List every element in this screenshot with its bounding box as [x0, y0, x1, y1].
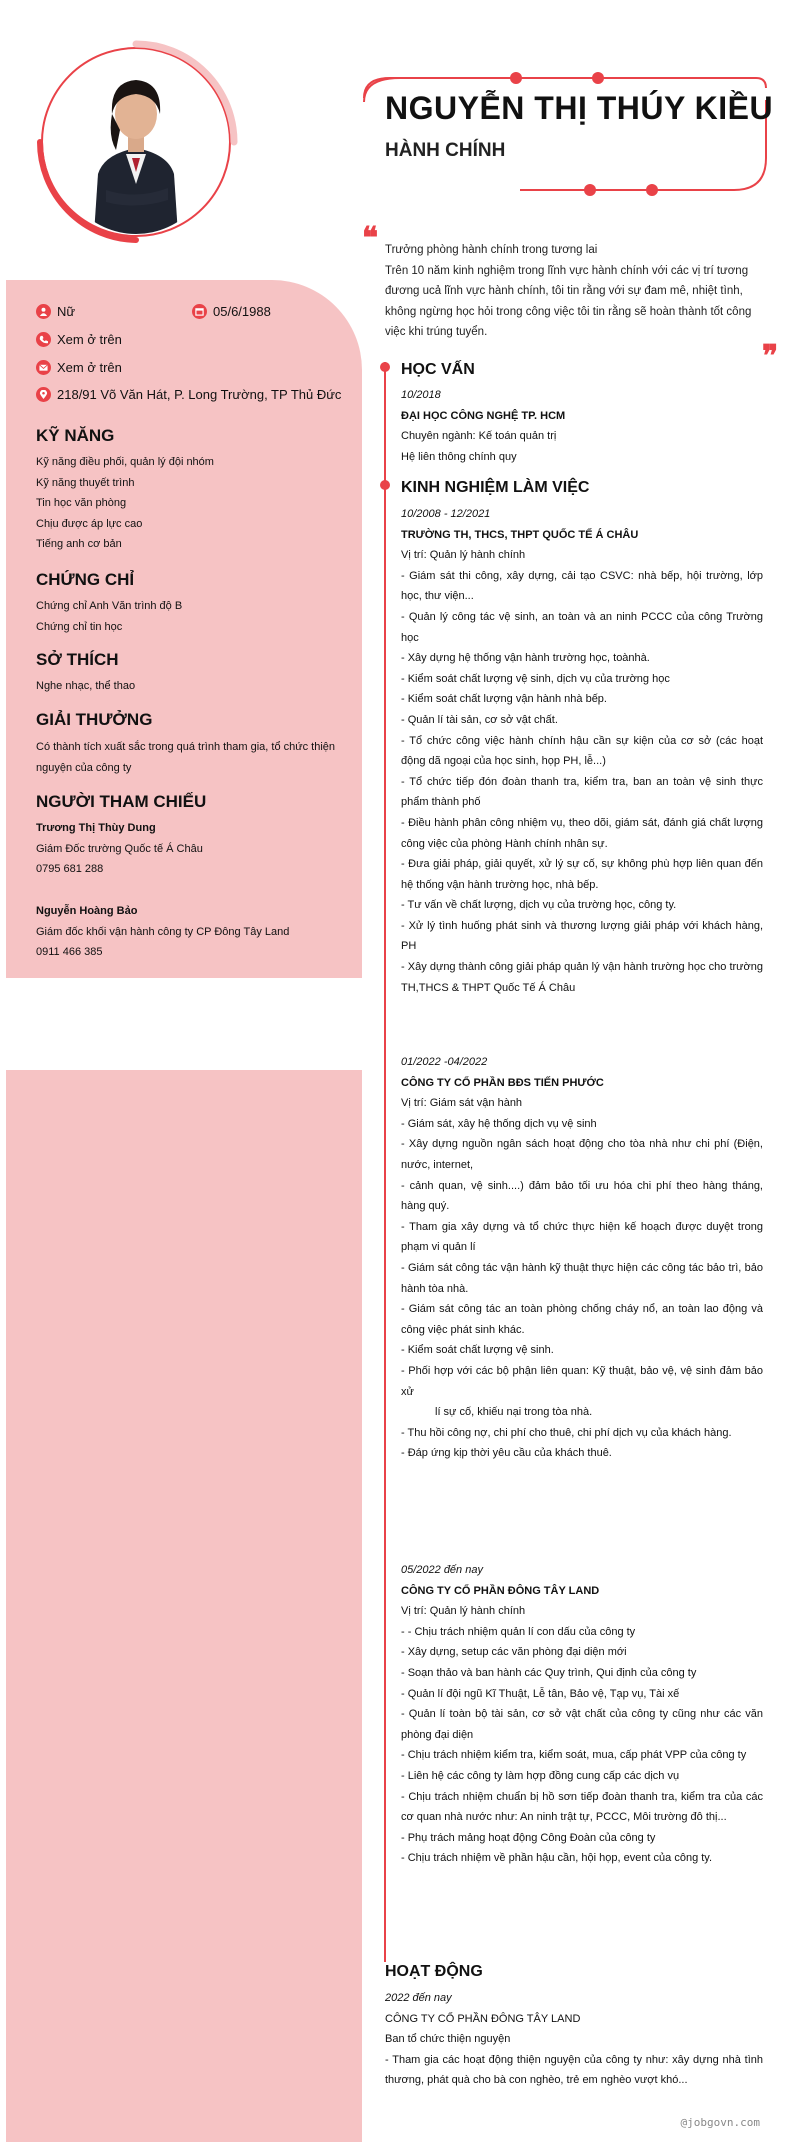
email-icon: [36, 360, 51, 375]
skill-item: Chịu được áp lực cao: [36, 517, 143, 530]
job-position: Vị trí: Quản lý hành chính: [401, 549, 526, 562]
job-position: Vị trí: Quản lý hành chính: [401, 1605, 526, 1618]
address-value: 218/91 Võ Văn Hát, P. Long Trường, TP Thủ Đức: [57, 387, 342, 402]
reference-name: Nguyễn Hoàng Bảo: [36, 905, 138, 917]
job-bullet: - Giám sát công tác an toàn phòng chống cháy nổ, an toàn lao động và công việc phát sinh khác.: [401, 1303, 763, 1336]
job-bullet: - Chịu trách nhiệm kiểm tra, kiểm soát, mua, cấp phát VPP của công ty: [401, 1749, 747, 1762]
avatar-frame: [30, 36, 242, 248]
job-bullet: - Kiểm soát chất lượng vận hành nhà bếp.: [401, 693, 607, 706]
footer-watermark: @jobgovn.com: [680, 2116, 760, 2129]
certificate-item: Chứng chỉ Anh Văn trình độ B: [36, 600, 183, 612]
job-bullet: - Xây dựng, setup các văn phòng đại diện mới: [401, 1646, 627, 1659]
activity-role: Ban tổ chức thiện nguyện: [385, 2033, 511, 2046]
contact-gender: [36, 304, 75, 319]
education-line: Chuyên ngành: Kế toán quản trị: [401, 430, 557, 443]
job-position: Vị trí: Giám sát vận hành: [401, 1097, 523, 1110]
job-bullet: - Thu hồi công nợ, chi phí cho thuê, chi phí dịch vụ của khách hàng.: [401, 1426, 732, 1439]
job-bullet: - Quản lí tài sản, cơ sở vật chất.: [401, 713, 558, 726]
job-bullet: - Soạn thảo và ban hành các Quy trình, Qui định của công ty: [401, 1666, 697, 1679]
job-bullet: - Kiểm soát chất lượng vệ sinh, dịch vụ của trường học: [401, 672, 670, 685]
job-company: TRƯỜNG TH, THCS, THPT QUỐC TẾ Á CHÂU: [401, 528, 639, 541]
education-heading: HỌC VẤN: [401, 361, 475, 378]
skills-heading: KỸ NĂNG: [36, 426, 115, 445]
education-line: Hệ liên thông chính quy: [401, 450, 517, 463]
reference-position: Giám đốc khối vận hành công ty CP Đông Tây Land: [36, 925, 290, 938]
reference-phone: 0795 681 288: [36, 863, 104, 875]
job-bullet: - cảnh quan, vệ sinh....) đảm bảo tối ưu hóa chi phí theo hàng tháng, hàng quý.: [401, 1179, 763, 1213]
job-bullet: - Xây dựng thành công giải pháp quản lý vận hành trường học cho trường TH,THCS & THPT Quốc Tế Á Châu: [401, 961, 763, 994]
hobbies-text: Nghe nhạc, thể thao: [36, 680, 136, 692]
awards-heading: GIẢI THƯỞNG: [36, 710, 153, 729]
summary-line: Trưởng phòng hành chính trong tương lai: [385, 244, 598, 256]
activity-text: - Tham gia các hoạt động thiện nguyện của công ty như: xây dựng nhà tình thương, phát quà cho bà con nghèo, trẻ em nghèo vượt khó...: [385, 2053, 763, 2087]
job-bullet: - Kiểm soát chất lượng vệ sinh.: [401, 1344, 554, 1357]
job-bullet: - Liên hệ các công ty làm hợp đồng cung cấp các dịch vụ: [401, 1769, 680, 1782]
awards-text: Có thành tích xuất sắc trong quá trình tham gia, tổ chức thiện nguyện của công ty: [36, 741, 336, 774]
timeline-line: [384, 362, 386, 1962]
activity-date: 2022 đến nay: [385, 1992, 452, 2004]
skill-item: Tin học văn phòng: [36, 497, 127, 509]
reference-position: Giám Đốc trường Quốc tế Á Châu: [36, 842, 203, 855]
job-bullet: - Tham gia xây dựng và tổ chức thực hiện kế hoạch được duyệt trong phạm vi quản lí: [401, 1220, 763, 1254]
job-date: 05/2022 đến nay: [401, 1564, 483, 1576]
avatar: [52, 50, 220, 234]
quote-close-icon: ❞: [762, 339, 779, 374]
timeline-dot: [380, 480, 390, 490]
reference-1: [36, 818, 203, 880]
job-bullet: lí sự cố, khiếu nại trong tòa nhà.: [435, 1406, 593, 1419]
job-bullet: - Quản lí đội ngũ Kĩ Thuật, Lễ tân, Bảo vệ, Tạp vụ, Tài xế: [401, 1687, 680, 1700]
job-bullet: - Tổ chức tiếp đón đoàn thanh tra, kiểm tra, ban an toàn vệ sinh thực phẩm thành phố: [401, 775, 763, 809]
job-entry: [401, 1560, 763, 1869]
education-entry: [401, 385, 763, 467]
certificates-list: [36, 596, 182, 637]
job-entry: [401, 1052, 763, 1464]
job-bullet: - Đưa giải pháp, giải quyết, xử lý sự cố, sự không phù hợp liên quan đến hệ thống vận hành trường học, nhà bếp.: [401, 858, 763, 891]
skill-item: Kỹ năng thuyết trình: [36, 476, 135, 489]
gender-value: Nữ: [57, 304, 76, 319]
job-bullet: - Quản lí toàn bộ tài sản, cơ sở vật chất của công ty cũng như các văn phòng đại diện: [401, 1708, 763, 1741]
job-bullet: - Giám sát, xây hệ thống dịch vụ vệ sinh: [401, 1117, 597, 1130]
skill-item: Kỹ năng điều phối, quản lý đội nhóm: [36, 456, 214, 468]
calendar-icon: [192, 304, 207, 319]
career-summary: [385, 240, 763, 343]
reference-2: [36, 901, 289, 963]
references-heading: NGƯỜI THAM CHIẾU: [36, 792, 207, 811]
hobbies-heading: SỞ THÍCH: [36, 650, 119, 669]
job-bullet: - Xây dựng nguồn ngân sách hoạt động cho tòa nhà như chi phí (Điện, nước, internet,: [401, 1138, 763, 1171]
job-bullet: - Quản lý công tác vệ sinh, an toàn và an ninh PCCC của công Trường học: [401, 610, 763, 644]
sidebar-panel-bottom: [6, 1070, 362, 2142]
job-date: 01/2022 -04/2022: [401, 1056, 488, 1068]
phone-value: Xem ở trên: [57, 332, 122, 347]
job-bullet: - Giám sát thi công, xây dựng, cải tạo CSVC: nhà bếp, hội trường, lớp học, thư viện...: [401, 569, 763, 603]
activities-heading: HOẠT ĐỘNG: [385, 1963, 483, 1980]
job-bullet: - Tổ chức công việc hành chính hậu cần sự kiện của cơ sở (các hoạt động dã ngoại của học sinh, họp PH, lễ...): [401, 734, 763, 768]
job-bullet: - Đáp ứng kịp thời yêu cầu của khách thuê.: [401, 1447, 612, 1460]
job-bullet: - Xây dựng hệ thống vận hành trường học, toànhà.: [401, 652, 650, 665]
job-company: CÔNG TY CỔ PHẦN BĐS TIẾN PHƯỚC: [401, 1076, 604, 1089]
skill-item: Tiếng anh cơ bản: [36, 538, 122, 550]
timeline-dot: [380, 362, 390, 372]
job-entry: [401, 504, 763, 998]
job-bullet: - Giám sát công tác vận hành kỹ thuật thực hiện các công tác bảo trì, bảo hành tòa nhà.: [401, 1261, 763, 1295]
job-bullet: - - Chịu trách nhiệm quản lí con dấu của công ty: [401, 1625, 636, 1638]
quote-open-icon: ❝: [362, 221, 379, 256]
job-bullet: - Xử lý tình huống phát sinh và thương lượng giải pháp với khách hàng, PH: [401, 919, 763, 953]
email-value: Xem ở trên: [57, 360, 122, 375]
contact-address: [36, 387, 341, 402]
job-bullet: - Chịu trách nhiệm về phần hậu cần, hội họp, event của công ty.: [401, 1852, 713, 1865]
contact-birthday: [192, 304, 271, 319]
education-date: 10/2018: [401, 389, 441, 401]
gender-icon: [36, 304, 51, 319]
candidate-title: HÀNH CHÍNH: [385, 140, 506, 161]
activity-org: CÔNG TY CỔ PHẦN ĐÔNG TÂY LAND: [385, 2012, 581, 2025]
activity-entry: [385, 1988, 763, 2091]
summary-line: Trên 10 năm kinh nghiệm trong lĩnh vực hành chính với các vị trí tương đương ucả lĩnh vực hành chính, tôi tin rằng với sự đam mê, nhiệt tình, không ngừng học hỏi trong công việc tôi tin rằng sẽ hoàn thành tốt công việc khi trúng tuyển.: [385, 264, 752, 338]
reference-name: Trương Thị Thùy Dung: [36, 822, 156, 834]
job-bullet: - Phụ trách mảng hoạt động Công Đoàn của công ty: [401, 1831, 656, 1844]
job-company: CÔNG TY CỔ PHẦN ĐÔNG TÂY LAND: [401, 1584, 600, 1597]
contact-email: [36, 360, 122, 375]
job-bullet: - Tư vấn về chất lượng, dịch vụ của trường học, công ty.: [401, 899, 677, 912]
location-icon: [36, 387, 51, 402]
contact-phone: [36, 332, 122, 347]
candidate-name: NGUYỄN THỊ THÚY KIỀU: [385, 90, 774, 126]
certificates-heading: CHỨNG CHỈ: [36, 570, 135, 589]
birthday-value: 05/6/1988: [213, 304, 271, 319]
job-bullet: - Điều hành phân công nhiệm vụ, theo dõi, giám sát, đánh giá chất lượng công việc của phòng Hành chính nhân sự.: [401, 816, 763, 850]
skills-list: [36, 452, 214, 555]
phone-icon: [36, 332, 51, 347]
experience-heading: KINH NGHIỆM LÀM VIỆC: [401, 479, 590, 496]
education-school: ĐẠI HỌC CÔNG NGHỆ TP. HCM: [401, 409, 566, 422]
job-bullet: - Phối hợp với các bộ phận liên quan: Kỹ thuật, bảo vệ, vệ sinh đảm bảo xử: [401, 1364, 763, 1398]
job-bullet: - Chịu trách nhiệm chuẩn bị hồ sơn tiếp đoàn thanh tra, kiểm tra của các cơ quan nhà nước như: An ninh trật tự, PCCC, Môi trường đô thị...: [401, 1790, 763, 1824]
reference-phone: 0911 466 385: [36, 946, 103, 958]
certificate-item: Chứng chỉ tin học: [36, 620, 123, 633]
job-date: 10/2008 - 12/2021: [401, 508, 491, 520]
